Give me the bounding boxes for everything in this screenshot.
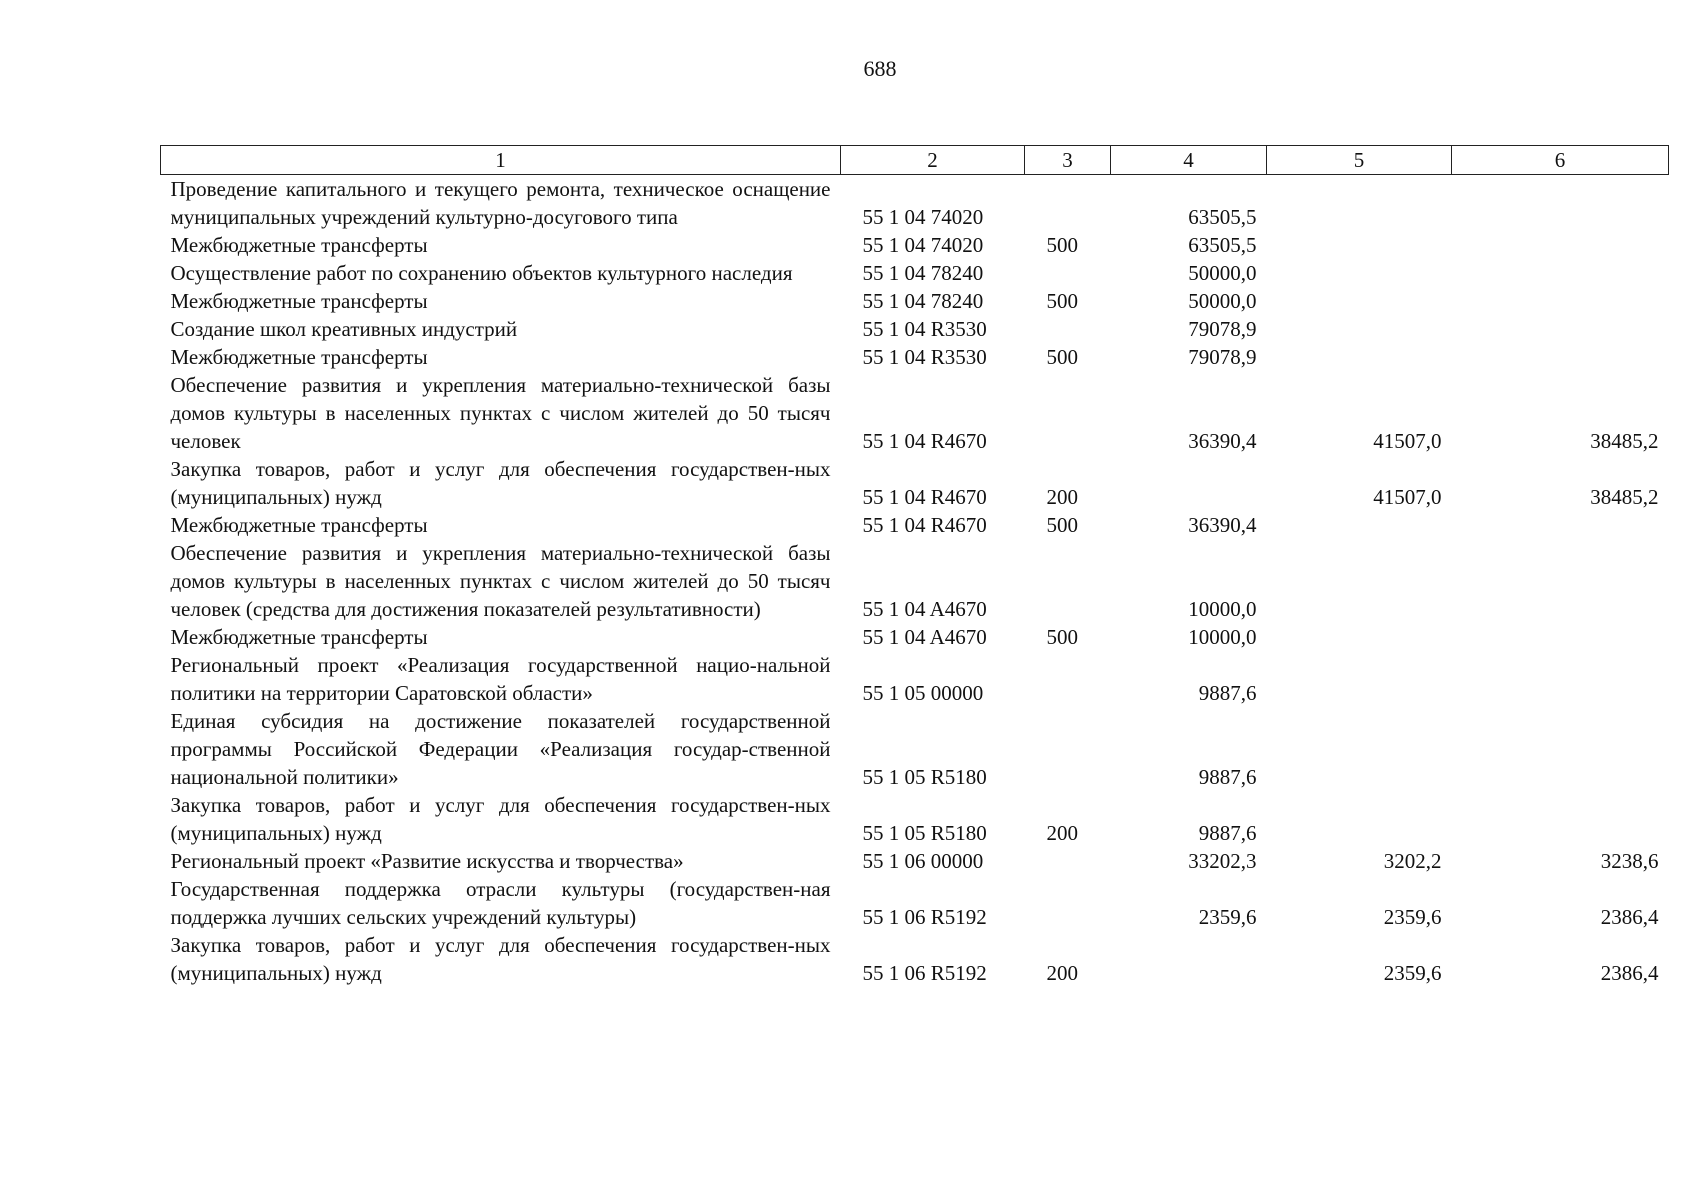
- row-value-col6: [1452, 259, 1669, 287]
- row-name: Единая субсидия на достижение показателей государственной программы Российской Федерации «Реализация государ-ственной национальной политики»: [170, 709, 831, 789]
- row-expense-type: 500: [1046, 345, 1078, 369]
- row-expense-type: 200: [1046, 961, 1078, 985]
- table-row: [161, 259, 1669, 287]
- row-name: Межбюджетные трансферты: [170, 289, 428, 313]
- table-row: [161, 707, 1669, 791]
- header-col-5: 5: [1267, 146, 1452, 175]
- row-value-col5: 2359,6: [1383, 961, 1442, 985]
- header-row: [161, 146, 1669, 175]
- row-value-col6: [1452, 175, 1669, 232]
- row-value-col5: [1267, 707, 1452, 791]
- row-value-col6: [1452, 287, 1669, 315]
- row-code: 55 1 04 A4670: [862, 597, 987, 621]
- row-name: Закупка товаров, работ и услуг для обеспечения государствен-ных (муниципальных) нужд: [170, 793, 831, 845]
- row-code: 55 1 04 R4670: [862, 485, 987, 509]
- row-name: Проведение капитального и текущего ремонта, техническое оснащение муниципальных учреждений культурно-досугового типа: [170, 177, 831, 229]
- row-value-col5: [1267, 287, 1452, 315]
- table-row: [161, 175, 1669, 232]
- row-value-col4: [1111, 455, 1267, 511]
- row-expense-type: 500: [1046, 625, 1078, 649]
- row-value-col4: 36390,4: [1188, 513, 1257, 537]
- row-code: 55 1 04 R4670: [862, 429, 987, 453]
- table-row: [161, 371, 1669, 455]
- row-value-col6: [1452, 315, 1669, 343]
- row-value-col4: 10000,0: [1188, 625, 1257, 649]
- budget-table-container: [160, 145, 1669, 987]
- row-name: Региональный проект «Развитие искусства и творчества»: [170, 849, 684, 873]
- table-row: [161, 847, 1669, 875]
- table-row: [161, 315, 1669, 343]
- header-col-2: 2: [841, 146, 1025, 175]
- row-code: 55 1 05 00000: [862, 681, 984, 705]
- row-value-col6: [1452, 343, 1669, 371]
- row-name: Обеспечение развития и укрепления материально-технической базы домов культуры в населенных пунктах с числом жителей до 50 тысяч человек: [170, 373, 831, 453]
- row-value-col5: 3202,2: [1383, 849, 1442, 873]
- row-value-col4: 2359,6: [1198, 905, 1257, 929]
- row-name: Обеспечение развития и укрепления материально-технической базы домов культуры в населенных пунктах с числом жителей до 50 тысяч человек (средства для достижения показателей результативности): [170, 541, 831, 621]
- row-value-col5: 41507,0: [1373, 429, 1442, 453]
- row-expense-type: 500: [1046, 289, 1078, 313]
- row-expense-type: [1025, 847, 1111, 875]
- row-code: 55 1 04 A4670: [862, 625, 987, 649]
- row-value-col4: 79078,9: [1188, 317, 1257, 341]
- row-value-col4: 50000,0: [1188, 289, 1257, 313]
- row-value-col6: 2386,4: [1600, 961, 1659, 985]
- table-row: [161, 287, 1669, 315]
- row-value-col5: [1267, 539, 1452, 623]
- row-value-col6: [1452, 511, 1669, 539]
- row-value-col5: [1267, 259, 1452, 287]
- row-value-col6: [1452, 539, 1669, 623]
- row-value-col4: 36390,4: [1188, 429, 1257, 453]
- row-expense-type: [1025, 259, 1111, 287]
- row-code: 55 1 04 R3530: [862, 317, 987, 341]
- header-col-1: 1: [161, 146, 841, 175]
- budget-table: [160, 145, 1669, 987]
- row-value-col4: 50000,0: [1188, 261, 1257, 285]
- row-name: Осуществление работ по сохранению объектов культурного наследия: [170, 261, 793, 285]
- row-value-col6: [1452, 231, 1669, 259]
- row-code: 55 1 04 74020: [862, 233, 984, 257]
- row-name: Закупка товаров, работ и услуг для обеспечения государствен-ных (муниципальных) нужд: [170, 457, 831, 509]
- header-col-6: 6: [1452, 146, 1669, 175]
- row-value-col4: 10000,0: [1188, 597, 1257, 621]
- row-value-col5: [1267, 791, 1452, 847]
- row-name: Межбюджетные трансферты: [170, 513, 428, 537]
- table-row: [161, 651, 1669, 707]
- row-value-col6: 38485,2: [1590, 429, 1659, 453]
- row-value-col5: 2359,6: [1383, 905, 1442, 929]
- table-body: [161, 175, 1669, 988]
- row-code: 55 1 04 74020: [862, 205, 984, 229]
- row-code: 55 1 04 R4670: [862, 513, 987, 537]
- row-code: 55 1 06 R5192: [862, 905, 987, 929]
- row-value-col6: 3238,6: [1600, 849, 1659, 873]
- row-code: 55 1 05 R5180: [862, 821, 987, 845]
- row-name: Региональный проект «Реализация государственной нацио-нальной политики на территории Саратовской области»: [170, 653, 831, 705]
- row-name: Межбюджетные трансферты: [170, 625, 428, 649]
- page-number: 688: [863, 56, 897, 81]
- row-value-col5: 41507,0: [1373, 485, 1442, 509]
- row-value-col6: [1452, 623, 1669, 651]
- row-value-col5: [1267, 623, 1452, 651]
- row-value-col5: [1267, 343, 1452, 371]
- row-expense-type: [1025, 371, 1111, 455]
- row-value-col5: [1267, 231, 1452, 259]
- row-value-col4: 9887,6: [1198, 821, 1257, 845]
- row-value-col4: 9887,6: [1198, 765, 1257, 789]
- row-value-col6: 2386,4: [1600, 905, 1659, 929]
- row-expense-type: [1025, 539, 1111, 623]
- row-expense-type: 200: [1046, 485, 1078, 509]
- table-row: [161, 455, 1669, 511]
- row-expense-type: 500: [1046, 513, 1078, 537]
- row-code: 55 1 04 R3530: [862, 345, 987, 369]
- row-value-col5: [1267, 175, 1452, 232]
- row-expense-type: [1025, 707, 1111, 791]
- row-code: 55 1 04 78240: [862, 289, 984, 313]
- row-expense-type: 200: [1046, 821, 1078, 845]
- row-expense-type: [1025, 651, 1111, 707]
- table-row: [161, 875, 1669, 931]
- header-col-3: 3: [1025, 146, 1111, 175]
- table-row: [161, 623, 1669, 651]
- row-name: Государственная поддержка отрасли культуры (государствен-ная поддержка лучших сельских учреждений культуры): [170, 877, 831, 929]
- row-value-col4: 33202,3: [1188, 849, 1257, 873]
- row-expense-type: [1025, 875, 1111, 931]
- table-header: [161, 146, 1669, 175]
- row-value-col4: 79078,9: [1188, 345, 1257, 369]
- row-expense-type: 500: [1046, 233, 1078, 257]
- table-row: [161, 231, 1669, 259]
- row-value-col6: [1452, 707, 1669, 791]
- row-name: Межбюджетные трансферты: [170, 345, 428, 369]
- row-code: 55 1 05 R5180: [862, 765, 987, 789]
- row-value-col5: [1267, 511, 1452, 539]
- row-value-col4: [1111, 931, 1267, 987]
- table-row: [161, 511, 1669, 539]
- table-row: [161, 931, 1669, 987]
- row-code: 55 1 04 78240: [862, 261, 984, 285]
- table-row: [161, 791, 1669, 847]
- row-name: Закупка товаров, работ и услуг для обеспечения государствен-ных (муниципальных) нужд: [170, 933, 831, 985]
- row-name: Создание школ креативных индустрий: [170, 317, 518, 341]
- row-value-col4: 63505,5: [1188, 233, 1257, 257]
- row-code: 55 1 06 00000: [862, 849, 984, 873]
- table-row: [161, 539, 1669, 623]
- row-value-col4: 9887,6: [1198, 681, 1257, 705]
- row-expense-type: [1025, 175, 1111, 232]
- row-expense-type: [1025, 315, 1111, 343]
- row-value-col6: [1452, 651, 1669, 707]
- row-value-col5: [1267, 315, 1452, 343]
- row-value-col6: 38485,2: [1590, 485, 1659, 509]
- row-value-col4: 63505,5: [1188, 205, 1257, 229]
- header-col-4: 4: [1111, 146, 1267, 175]
- table-row: [161, 343, 1669, 371]
- row-code: 55 1 06 R5192: [862, 961, 987, 985]
- row-name: Межбюджетные трансферты: [170, 233, 428, 257]
- row-value-col6: [1452, 791, 1669, 847]
- row-value-col5: [1267, 651, 1452, 707]
